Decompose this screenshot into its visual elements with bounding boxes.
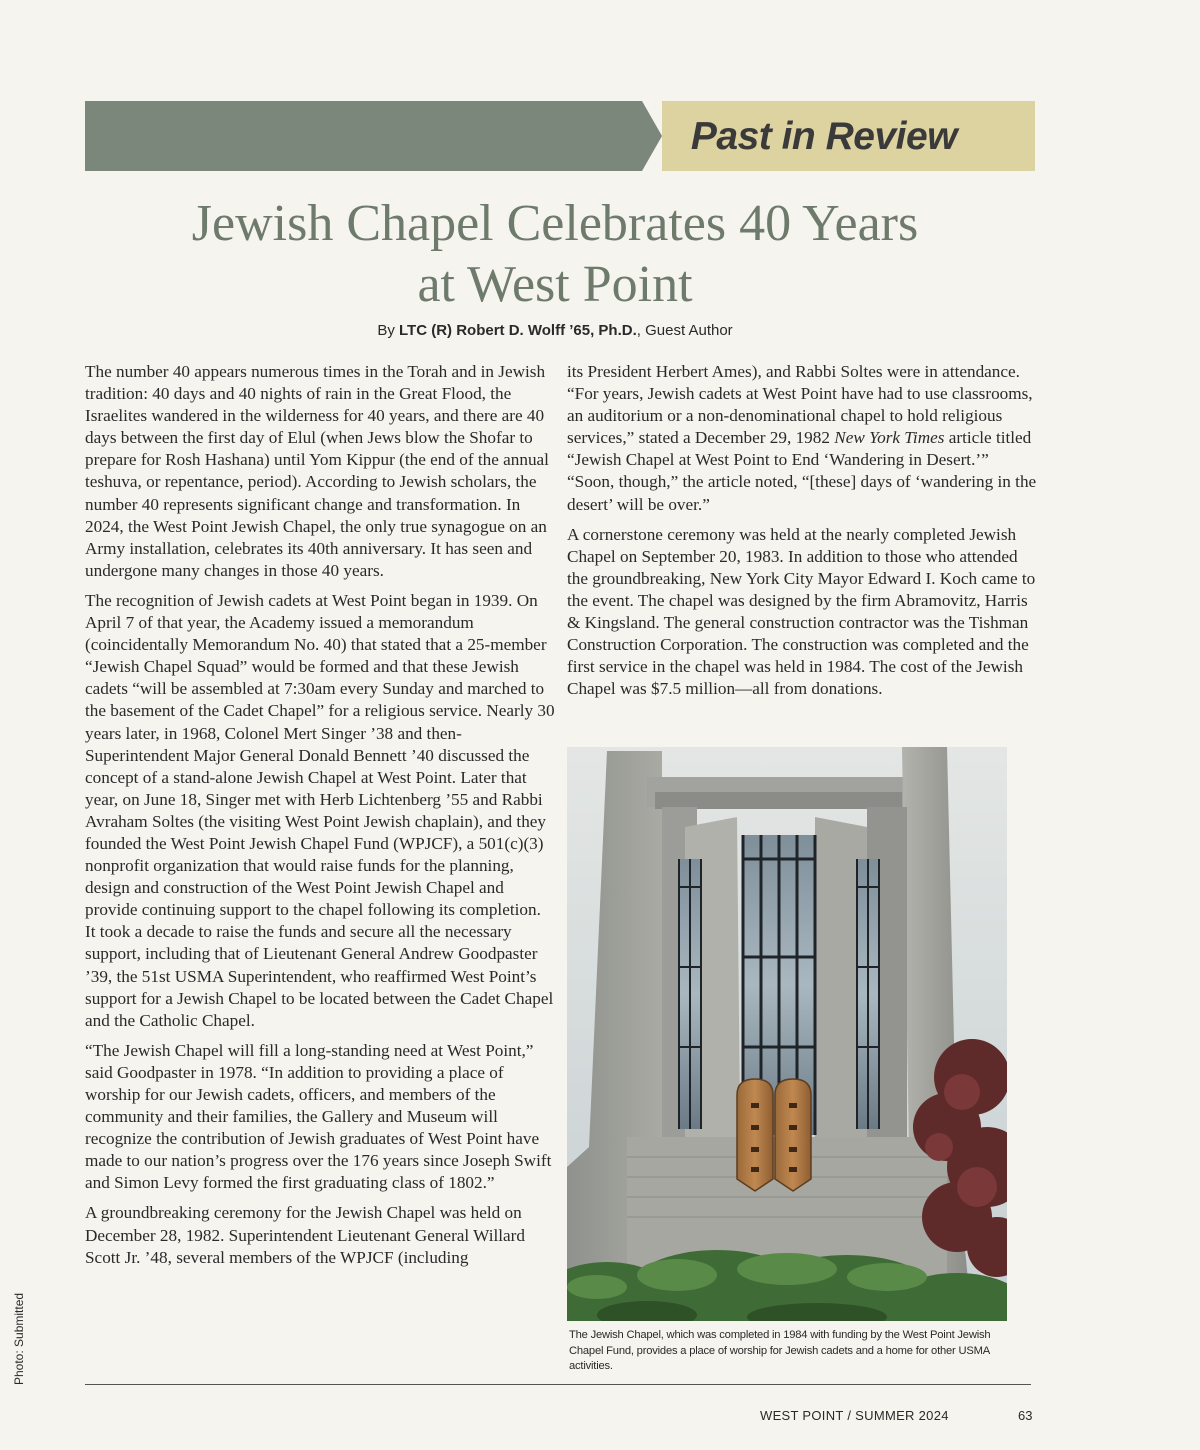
article-title [100, 193, 1010, 315]
title-line-2: at West Point [417, 256, 693, 313]
section-banner [662, 101, 1035, 171]
publication-footer: WEST POINT / SUMMER 2024 [760, 1408, 949, 1423]
right-column [567, 361, 1037, 708]
section-title: Past in Review [690, 115, 957, 158]
title-line-1: Jewish Chapel Celebrates 40 Years [191, 195, 919, 252]
photo-credit: Photo: Submitted [12, 1292, 26, 1385]
text-run: article titled “Jewish Chapel at West Point to End ‘Wandering in Desert.’” “Soon, though,” the article noted, “[these] days of ‘wandering in the desert’ will be over.” [567, 428, 1037, 514]
paragraph: “The Jewish Chapel will fill a long-standing need at West Point,” said Goodpaster in 1978. “In addition to providing a place of worship for our Jewish cadets, officers, and members of the community and their families, the Gallery and Museum will recognize the contribution of Jewish graduates of West Point have made to our nation’s progress over the 176 years since Joseph Swift and Simon Levy formed the first graduating class of 1802.” [85, 1040, 552, 1193]
byline-author: LTC (R) Robert D. Wolff ’65, Ph.D. [399, 322, 637, 339]
paragraph: The number 40 appears numerous times in the Torah and in Jewish tradition: 40 days and 40 nights of rain in the Great Flood, the Israelites wandered in the wilderness for 40 years, and there are 40 days between the first day of Elul (when Jews blow the Shofar to prepare for Rosh Hashana) until Yom Kippur (the end of the annual teshuva, or repentance, period). According to Jewish scholars, the number 40 represents significant change and transformation. In 2024, the West Point Jewish Chapel, the only true synagogue on an Army installation, celebrates its 40th anniversary. It has seen and undergone many changes in those 40 years. [85, 362, 549, 580]
footer-divider [85, 1384, 1031, 1385]
paragraph: The recognition of Jewish cadets at West Point began in 1939. On April 7 of that year, the Academy issued a memorandum (coincidentally Memorandum No. 40) that stated that a 25-member “Jewish Chapel Squad” would be formed and that these Jewish cadets “will be assembled at 7:30am every Sunday and marched to the basement of the Cadet Chapel” for a religious service. Nearly 30 years later, in 1968, Colonel Mert Singer ’38 and then-Superintendent Major General Donald Bennett ’40 discussed the concept of a stand-alone Jewish Chapel at West Point. Later that year, on June 18, Singer met with Herb Lichtenberg ’55 and Rabbi Avraham Soltes (the visiting West Point Jewish chaplain), and they founded the West Point Jewish Chapel Fund (WPJCF), a 501(c)(3) nonprofit organization that would raise funds for the planning, design and construction of the West Point Jewish Chapel and provide continuing support to the chapel following its completion. It took a decade to raise the funds and secure all the necessary support, including that of Lieutenant General Andrew Goodpaster ’39, the 51st USMA Superintendent, who reaffirmed West Point’s support for a Jewish Chapel to be located between the Cadet Chapel and the Catholic Chapel. [85, 590, 555, 1030]
banner-left-bar [85, 101, 645, 171]
paragraph [567, 361, 1037, 516]
byline [100, 322, 1010, 339]
publication-name: New York Times [834, 428, 945, 448]
text-run: its President Herbert Ames), and Rabbi Soltes were in attendance. “For years, Jewish cadets at West Point have had to use classrooms, an auditorium or a non-denominational chapel to hold religious services,” stated a December 29, 1982 [567, 362, 1033, 448]
paragraph: A cornerstone ceremony was held at the nearly completed Jewish Chapel on September 20, 1983. In addition to those who attended the groundbreaking, New York City Mayor Edward I. Koch came to the event. The chapel was designed by the firm Abramovitz, Harris & Kingsland. The general construction contractor was the Tishman Construction Corporation. The construction was completed and the first service in the chapel was held in 1984. The cost of the Jewish Chapel was $7.5 million—all from donations. [567, 524, 1036, 699]
page-number: 63 [1018, 1408, 1033, 1423]
photo-caption: The Jewish Chapel, which was completed in 1984 with funding by the West Point Jewish Chapel Fund, provides a place of worship for Jewish cadets and a home for other USMA activities. [569, 1329, 991, 1372]
byline-suffix: , Guest Author [636, 322, 733, 339]
left-column [85, 361, 555, 1277]
paragraph: A groundbreaking ceremony for the Jewish Chapel was held on December 28, 1982. Superintendent Lieutenant General Willard Scott Jr. ’48, several members of the WPJCF (including [85, 1203, 525, 1267]
chapel-photo [567, 747, 1007, 1321]
byline-prefix: By [377, 322, 399, 339]
